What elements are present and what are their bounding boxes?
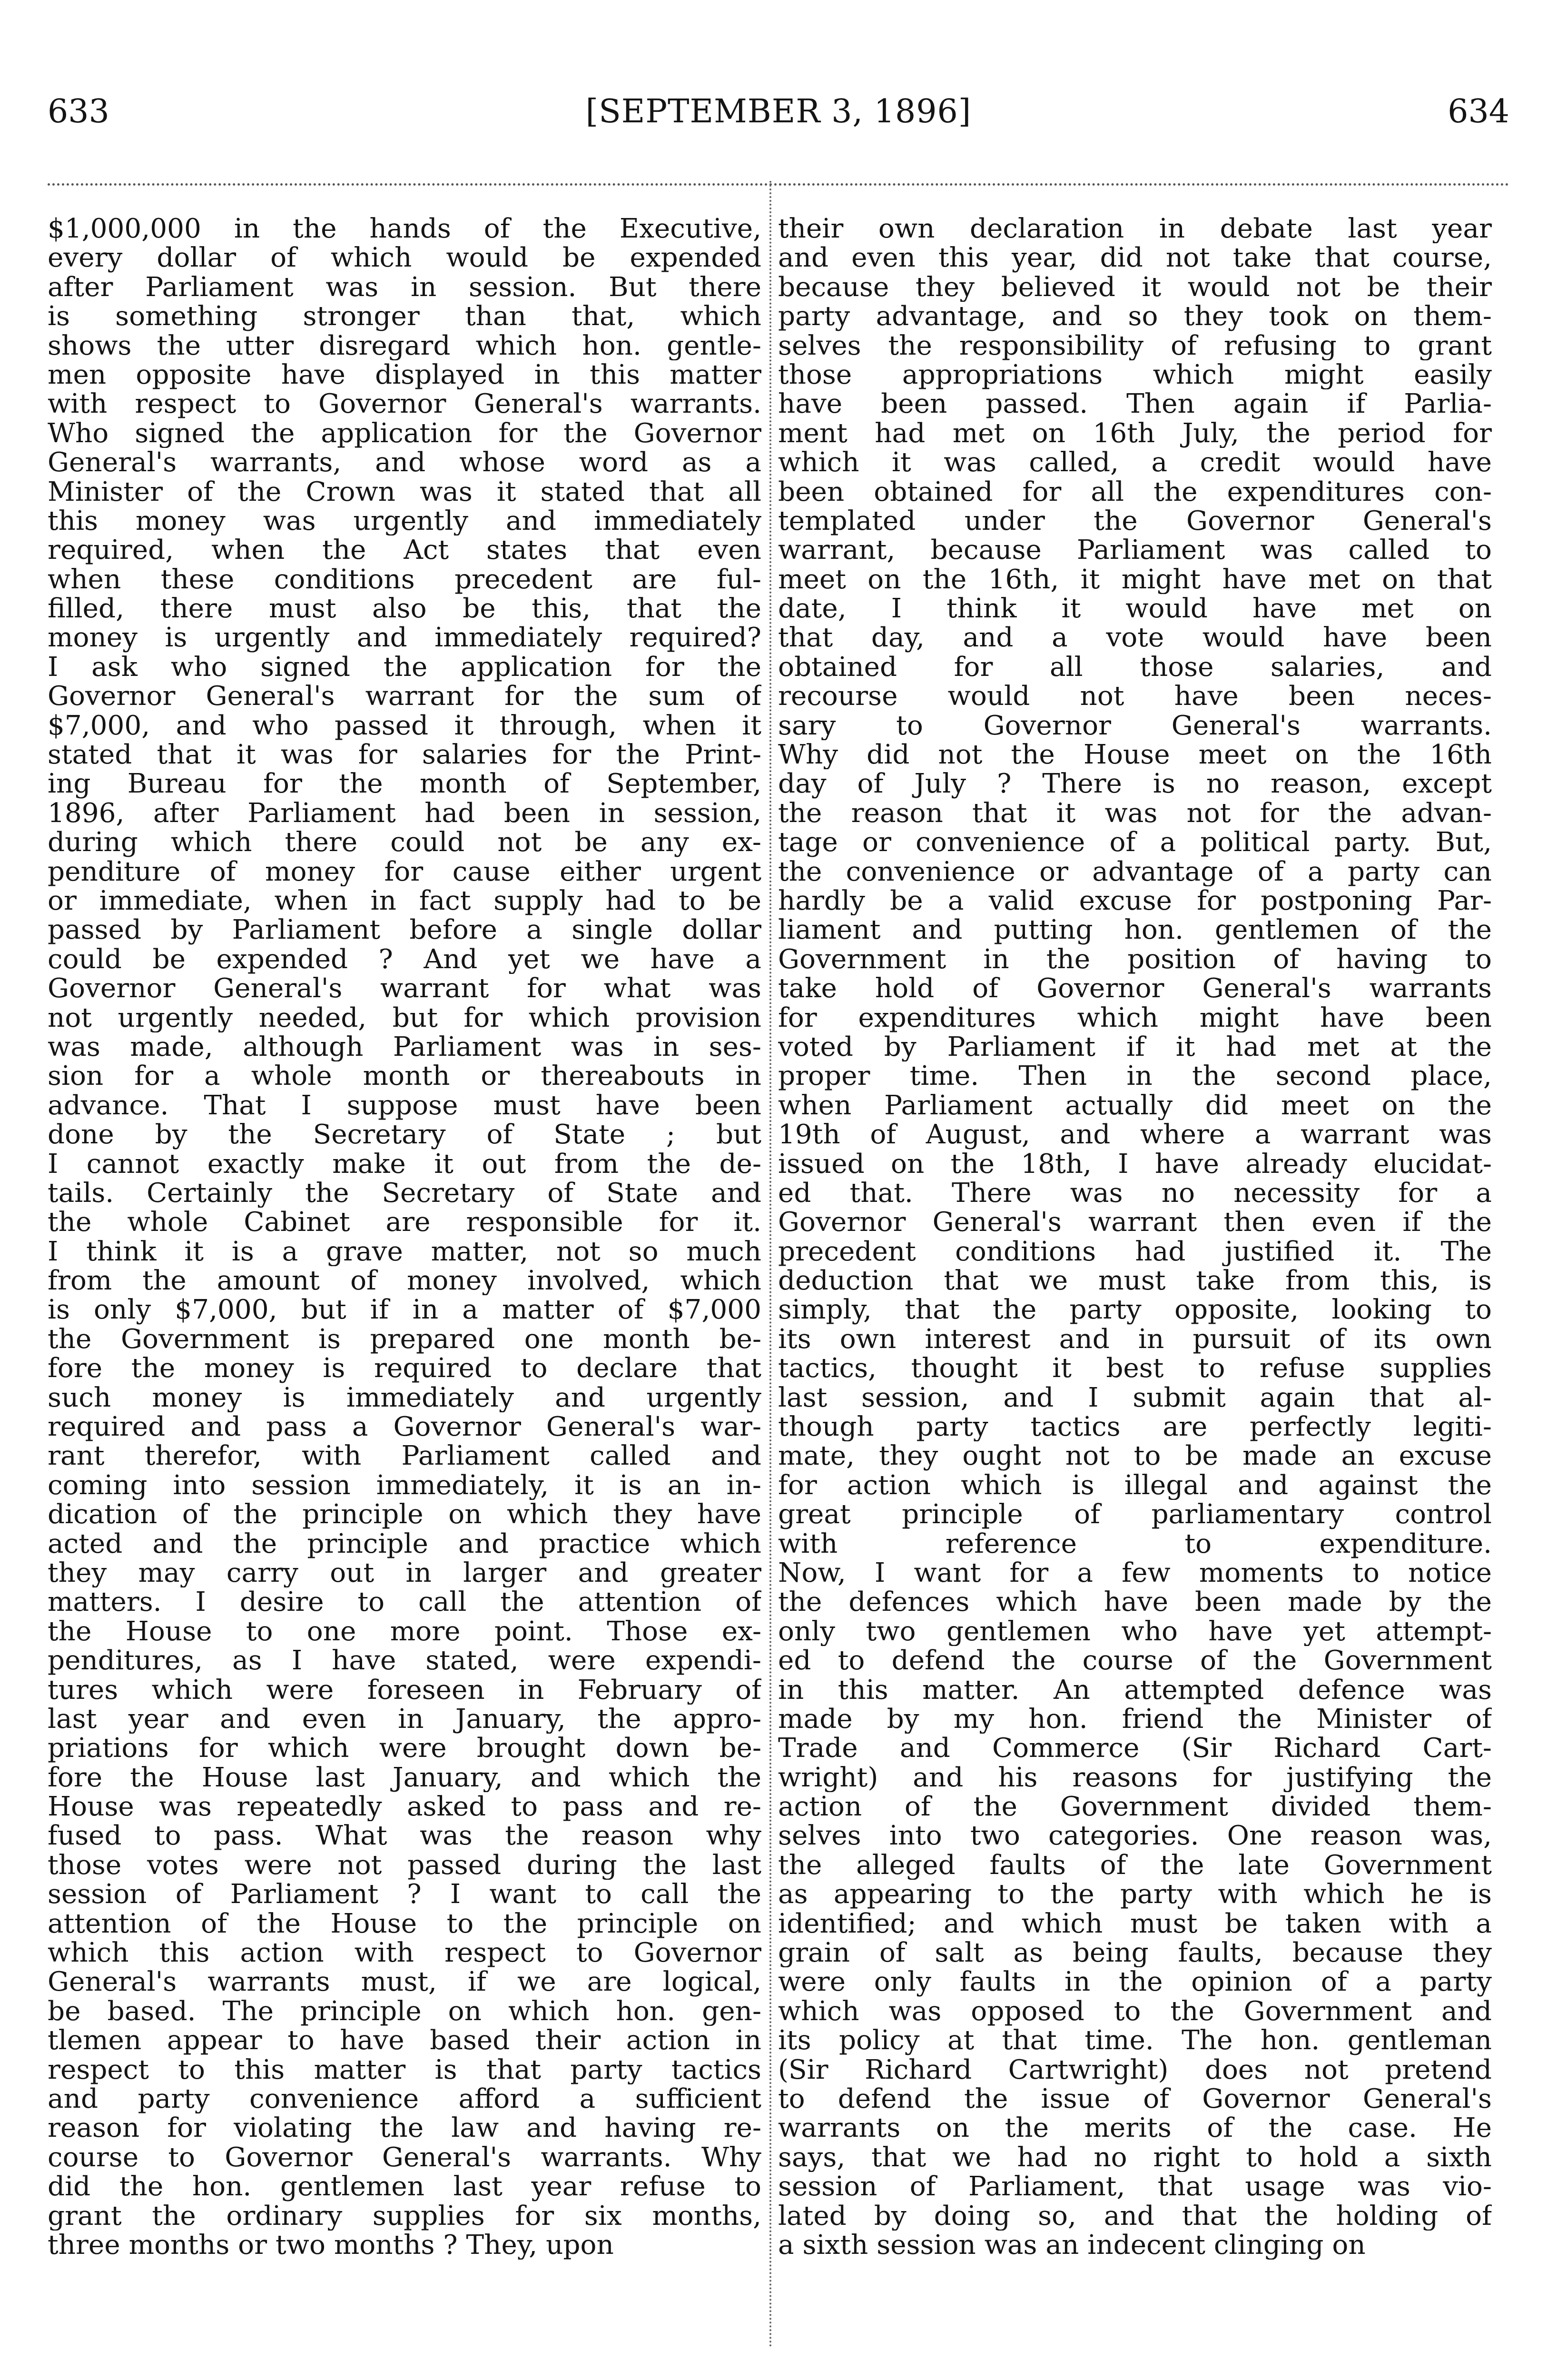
text-line: during which there could not be any ex- bbox=[48, 828, 761, 857]
text-line: meet on the 16th, it might have met on that bbox=[778, 565, 1492, 595]
text-line: (Sir Richard Cartwright) does not pretend bbox=[778, 2055, 1492, 2084]
text-line: last year and even in January, the appro- bbox=[48, 1704, 761, 1734]
text-line: grain of salt as being faults, because they bbox=[778, 1938, 1492, 1968]
text-line: though party tactics are perfectly legiti- bbox=[778, 1412, 1492, 1442]
text-line: the convenience or advantage of a party can bbox=[778, 857, 1492, 886]
text-line: take hold of Governor General's warrants bbox=[778, 974, 1492, 1003]
text-line: passed by Parliament before a single dollar bbox=[48, 915, 761, 945]
text-line: after Parliament was in session. But there bbox=[48, 272, 761, 302]
text-line: templated under the Governor General's bbox=[778, 506, 1492, 536]
text-line: I cannot exactly make it out from the de- bbox=[48, 1149, 761, 1179]
text-line: not urgently needed, but for which provision bbox=[48, 1003, 761, 1032]
text-line: last session, and I submit again that al- bbox=[778, 1383, 1492, 1413]
text-line: Minister of the Crown was it stated that all bbox=[48, 477, 761, 506]
text-line: fore the House last January, and which the bbox=[48, 1763, 761, 1793]
text-line: liament and putting hon. gentlemen of the bbox=[778, 915, 1492, 945]
text-line: Now, I want for a few moments to notice bbox=[778, 1558, 1492, 1588]
text-line: and party convenience afford a sufficient bbox=[48, 2084, 761, 2114]
text-line: coming into session immediately, it is an in- bbox=[48, 1470, 761, 1500]
text-line: $1,000,000 in the hands of the Executive, bbox=[48, 214, 761, 244]
text-line: which was opposed to the Government and bbox=[778, 1996, 1492, 2026]
text-line: money is urgently and immediately required? bbox=[48, 623, 761, 653]
text-line: course to Governor General's warrants. Why bbox=[48, 2142, 761, 2172]
header-date: [SEPTEMBER 3, 1896] bbox=[585, 93, 972, 130]
text-line: the whole Cabinet are responsible for it. bbox=[48, 1208, 761, 1237]
text-line: selves the responsibility of refusing to grant bbox=[778, 331, 1492, 360]
text-line: I think it is a grave matter, not so much bbox=[48, 1237, 761, 1267]
text-line: great principle of parliamentary control bbox=[778, 1500, 1492, 1529]
text-line: with respect to Governor General's warrants. bbox=[48, 389, 761, 419]
text-line: voted by Parliament if it had met at the bbox=[778, 1032, 1492, 1062]
text-line: date, I think it would have met on bbox=[778, 594, 1492, 624]
text-line: Governor General's warrant for the sum of bbox=[48, 682, 761, 711]
text-line: with reference to expenditure. bbox=[778, 1529, 1492, 1558]
running-header bbox=[48, 88, 1509, 136]
text-line: stated that it was for salaries for the Print- bbox=[48, 740, 761, 770]
text-line: ed that. There was no necessity for a bbox=[778, 1178, 1492, 1208]
text-line: men opposite have displayed in this matter bbox=[48, 360, 761, 390]
text-line: identified; and which must be taken with a bbox=[778, 1909, 1492, 1939]
text-line: from the amount of money involved, which bbox=[48, 1266, 761, 1296]
text-line: ment had met on 16th July, the period for bbox=[778, 418, 1492, 448]
text-line: priations for which were brought down be- bbox=[48, 1734, 761, 1763]
text-line: lated by doing so, and that the holding of bbox=[778, 2201, 1492, 2231]
text-line: required, when the Act states that even bbox=[48, 536, 761, 565]
text-line: wright) and his reasons for justifying the bbox=[778, 1763, 1492, 1793]
text-line: grant the ordinary supplies for six months, bbox=[48, 2201, 761, 2231]
text-line: Why did not the House meet on the 16th bbox=[778, 740, 1492, 770]
text-line: could be expended ? And yet we have a bbox=[48, 944, 761, 974]
text-line: been obtained for all the expenditures con- bbox=[778, 477, 1492, 506]
text-line: matters. I desire to call the attention of bbox=[48, 1587, 761, 1617]
text-line: obtained for all those salaries, and bbox=[778, 652, 1492, 682]
text-line: because they believed it would not be their bbox=[778, 272, 1492, 302]
text-line: tails. Certainly the Secretary of State and bbox=[48, 1178, 761, 1208]
text-line: when these conditions precedent are ful- bbox=[48, 565, 761, 595]
text-line: they may carry out in larger and greater bbox=[48, 1558, 761, 1588]
text-line: shows the utter disregard which hon. gentle- bbox=[48, 331, 761, 360]
text-line: in this matter. An attempted defence was bbox=[778, 1675, 1492, 1705]
column-divider bbox=[769, 181, 771, 2349]
text-line: and even this year, did not take that course, bbox=[778, 243, 1492, 273]
text-line: respect to this matter is that party tactics bbox=[48, 2055, 761, 2084]
text-line: tures which were foreseen in February of bbox=[48, 1675, 761, 1705]
text-line: dication of the principle on which they have bbox=[48, 1500, 761, 1529]
text-line: says, that we had no right to hold a sixth bbox=[778, 2142, 1492, 2172]
text-line: is only $7,000, but if in a matter of $7,000 bbox=[48, 1295, 761, 1325]
text-line: warrants on the merits of the case. He bbox=[778, 2113, 1492, 2143]
text-line: recourse would not have been neces- bbox=[778, 682, 1492, 711]
text-line: only two gentlemen who have yet attempt- bbox=[778, 1616, 1492, 1646]
text-line: required and pass a Governor General's war- bbox=[48, 1412, 761, 1442]
text-line: such money is immediately and urgently bbox=[48, 1383, 761, 1413]
text-line: Governor General's warrant then even if the bbox=[778, 1208, 1492, 1237]
text-line: that day, and a vote would have been bbox=[778, 623, 1492, 653]
text-line: as appearing to the party with which he is bbox=[778, 1880, 1492, 1909]
text-line: the House to one more point. Those ex- bbox=[48, 1616, 761, 1646]
text-line: were only faults in the opinion of a party bbox=[778, 1967, 1492, 1997]
text-line: precedent conditions had justified it. The bbox=[778, 1237, 1492, 1267]
text-line: tactics, thought it best to refuse supplies bbox=[778, 1354, 1492, 1383]
text-line: fore the money is required to declare that bbox=[48, 1354, 761, 1383]
text-line: action of the Government divided them- bbox=[778, 1792, 1492, 1822]
text-line: warrant, because Parliament was called to bbox=[778, 536, 1492, 565]
text-line: for expenditures which might have been bbox=[778, 1003, 1492, 1032]
text-line: I ask who signed the application for the bbox=[48, 652, 761, 682]
text-line: its own interest and in pursuit of its own bbox=[778, 1324, 1492, 1354]
text-line: proper time. Then in the second place, bbox=[778, 1061, 1492, 1091]
text-line: day of July ? There is no reason, except bbox=[778, 769, 1492, 799]
text-line: did the hon. gentlemen last year refuse to bbox=[48, 2172, 761, 2202]
text-line: which this action with respect to Governor bbox=[48, 1938, 761, 1968]
text-line: Who signed the application for the Governor bbox=[48, 418, 761, 448]
text-line: General's warrants, and whose word as a bbox=[48, 448, 761, 477]
text-line: tlemen appear to have based their action in bbox=[48, 2026, 761, 2055]
text-line: 19th of August, and where a warrant was bbox=[778, 1120, 1492, 1150]
text-line: House was repeatedly asked to pass and re- bbox=[48, 1792, 761, 1822]
text-line: advance. That I suppose must have been bbox=[48, 1091, 761, 1121]
text-line: rant therefor, with Parliament called and bbox=[48, 1441, 761, 1471]
text-line: is something stronger than that, which bbox=[48, 302, 761, 331]
text-line: have been passed. Then again if Parlia- bbox=[778, 389, 1492, 419]
text-line: or immediate, when in fact supply had to be bbox=[48, 886, 761, 916]
text-line: Governor General's warrant for what was bbox=[48, 974, 761, 1003]
text-line: Trade and Commerce (Sir Richard Cart- bbox=[778, 1734, 1492, 1763]
text-line: session of Parliament, that usage was vio- bbox=[778, 2172, 1492, 2202]
text-line: fused to pass. What was the reason why bbox=[48, 1821, 761, 1851]
text-line: sary to Governor General's warrants. bbox=[778, 711, 1492, 741]
text-line: tage or convenience of a political party. But, bbox=[778, 828, 1492, 857]
page-number-left: 633 bbox=[48, 93, 109, 130]
text-line: its policy at that time. The hon. gentleman bbox=[778, 2026, 1492, 2055]
text-column-right bbox=[778, 214, 1492, 2260]
text-line: attention of the House to the principle on bbox=[48, 1909, 761, 1939]
text-line: party advantage, and so they took on them- bbox=[778, 302, 1492, 331]
text-line: General's warrants must, if we are logical, bbox=[48, 1967, 761, 1997]
text-line: Government in the position of having to bbox=[778, 944, 1492, 974]
text-line: ing Bureau for the month of September, bbox=[48, 769, 761, 799]
text-line: sion for a whole month or thereabouts in bbox=[48, 1061, 761, 1091]
page-number-right: 634 bbox=[1448, 93, 1509, 130]
text-line: to defend the issue of Governor General's bbox=[778, 2084, 1492, 2114]
text-line: mate, they ought not to be made an excuse bbox=[778, 1441, 1492, 1471]
text-line: their own declaration in debate last year bbox=[778, 214, 1492, 244]
text-line: three months or two months ? They, upon bbox=[48, 2230, 614, 2260]
text-line: session of Parliament ? I want to call the bbox=[48, 1880, 761, 1909]
text-line: penditure of money for cause either urgent bbox=[48, 857, 761, 886]
text-line: selves into two categories. One reason was, bbox=[778, 1821, 1492, 1851]
text-line: reason for violating the law and having re- bbox=[48, 2113, 761, 2143]
text-line: those appropriations which might easily bbox=[778, 360, 1492, 390]
text-line: 1896, after Parliament had been in session, bbox=[48, 798, 761, 828]
text-line: $7,000, and who passed it through, when it bbox=[48, 711, 761, 741]
text-line: those votes were not passed during the last bbox=[48, 1850, 761, 1880]
text-column-left bbox=[48, 214, 761, 2260]
text-line: be based. The principle on which hon. gen- bbox=[48, 1996, 761, 2026]
text-line: hardly be a valid excuse for postponing Par- bbox=[778, 886, 1492, 916]
text-line: a sixth session was an indecent clinging on bbox=[778, 2230, 1366, 2260]
text-line: simply, that the party opposite, looking to bbox=[778, 1295, 1492, 1325]
text-line: the alleged faults of the late Government bbox=[778, 1850, 1492, 1880]
text-line: the reason that it was not for the advan- bbox=[778, 798, 1492, 828]
text-line: ed to defend the course of the Government bbox=[778, 1646, 1492, 1676]
text-line: the defences which have been made by the bbox=[778, 1587, 1492, 1617]
text-line: this money was urgently and immediately bbox=[48, 506, 761, 536]
text-line: penditures, as I have stated, were expendi- bbox=[48, 1646, 761, 1676]
text-line: made by my hon. friend the Minister of bbox=[778, 1704, 1492, 1734]
header-rule bbox=[48, 183, 1509, 186]
text-line: acted and the principle and practice which bbox=[48, 1529, 761, 1558]
text-line: which it was called, a credit would have bbox=[778, 448, 1492, 477]
text-line: filled, there must also be this, that the bbox=[48, 594, 761, 624]
text-line: the Government is prepared one month be- bbox=[48, 1324, 761, 1354]
text-line: every dollar of which would be expended bbox=[48, 243, 761, 273]
text-line: when Parliament actually did meet on the bbox=[778, 1091, 1492, 1121]
text-line: issued on the 18th, I have already elucidat- bbox=[778, 1149, 1492, 1179]
text-line: for action which is illegal and against the bbox=[778, 1470, 1492, 1500]
text-line: done by the Secretary of State ; but bbox=[48, 1120, 761, 1150]
text-line: deduction that we must take from this, is bbox=[778, 1266, 1492, 1296]
text-line: was made, although Parliament was in ses- bbox=[48, 1032, 761, 1062]
